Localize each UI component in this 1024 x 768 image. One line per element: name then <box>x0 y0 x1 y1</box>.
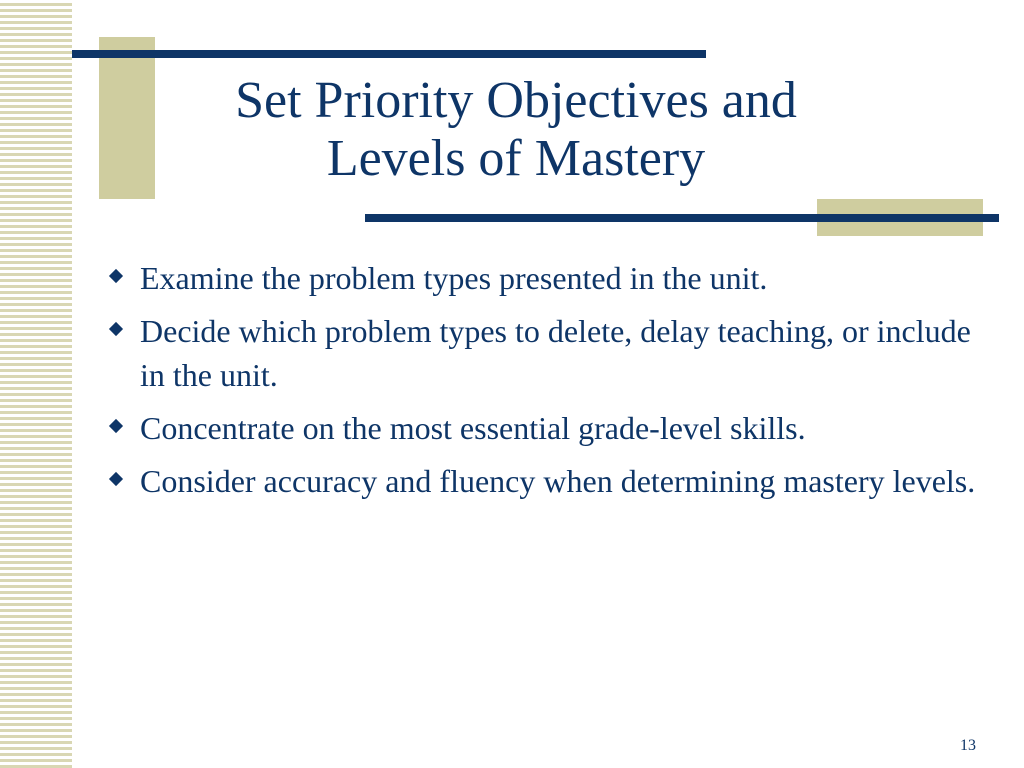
bullet-text: Consider accuracy and fluency when determining mastery levels. <box>140 463 976 499</box>
left-stripe-band <box>0 0 72 768</box>
bullet-list <box>106 256 986 512</box>
bullet-item <box>106 256 986 300</box>
page-number: 13 <box>960 737 976 754</box>
bullet-text: Decide which problem types to delete, delay teaching, or include in the unit. <box>140 313 971 393</box>
bullet-item <box>106 309 986 397</box>
bullet-item <box>106 459 986 503</box>
diamond-icon <box>109 472 123 486</box>
diamond-icon <box>109 269 123 283</box>
title-rule-bottom <box>365 214 999 222</box>
bullet-text: Examine the problem types presented in the unit. <box>140 260 768 296</box>
slide-title <box>166 72 866 188</box>
accent-block-top <box>99 37 155 199</box>
title-rule-top <box>72 50 706 58</box>
bullet-text: Concentrate on the most essential grade-level skills. <box>140 410 806 446</box>
diamond-icon <box>109 419 123 433</box>
diamond-icon <box>109 322 123 336</box>
slide-title-line-2: Levels of Mastery <box>326 130 706 187</box>
slide-title-line-1: Set Priority Objectives and <box>235 72 797 129</box>
bullet-item <box>106 406 986 450</box>
